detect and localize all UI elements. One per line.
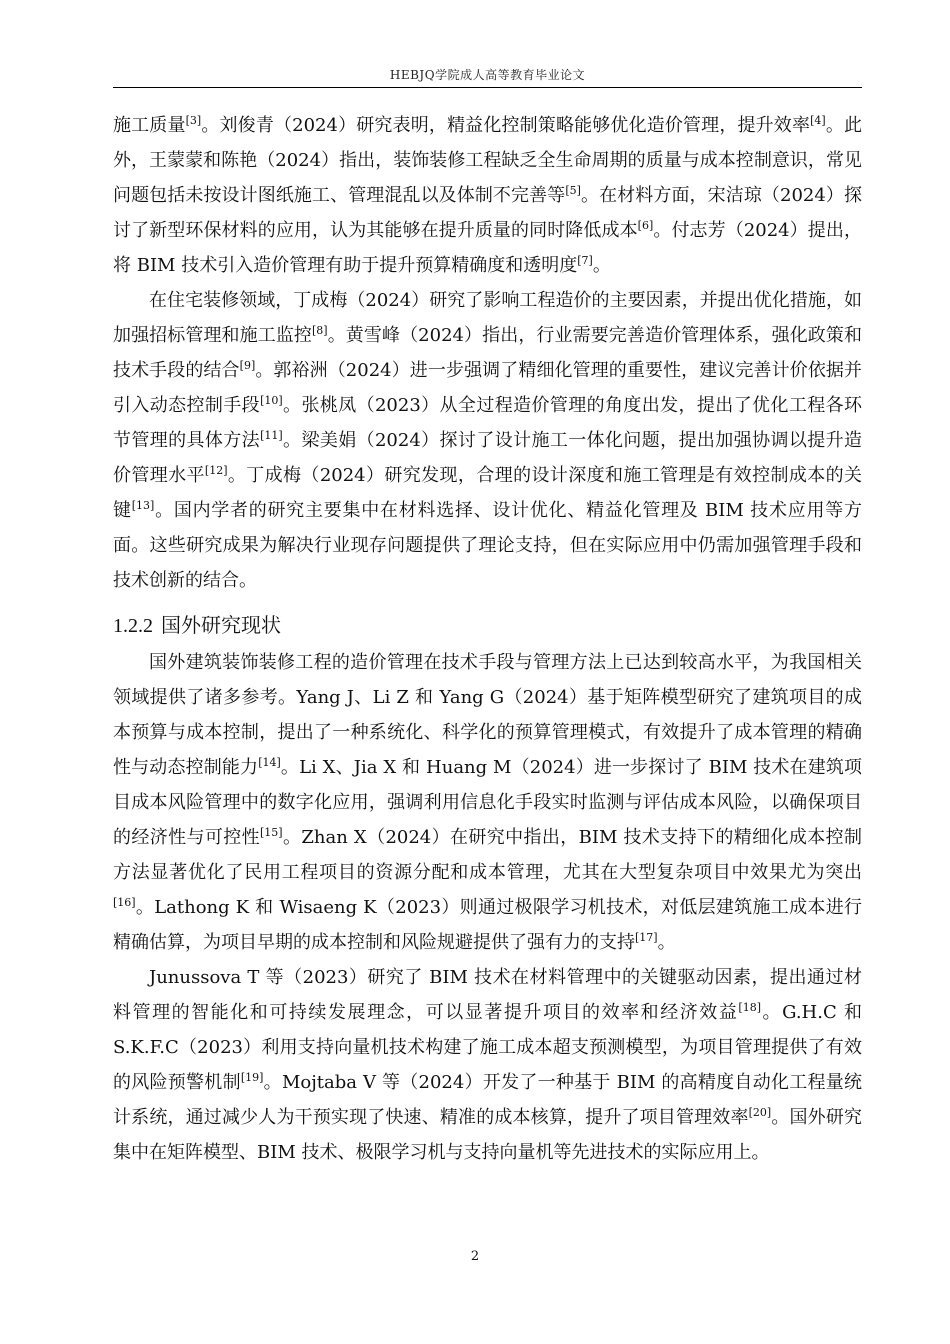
paragraph-foreign-2 (113, 960, 862, 1170)
paragraph-text: 。在材料方面，宋洁琼（2024）探讨了新型环保材料的应用，认为其能够在提升质量的同时降低成本 (113, 185, 863, 241)
paragraph-text: 。此外，王蒙蒙和陈艳（2024）指出，装饰装修工程缺乏全生命周期的质量与成本控制意识，常见问题包括未按设计图纸施工、管理混乱以及体制不完善等 (113, 115, 863, 206)
citation-ref: [3] (185, 114, 202, 127)
paragraph-text: 。国内学者的研究主要集中在材料选择、设计优化、精益化管理及 BIM 技术应用等方面。这些研究成果为解决行业现存问题提供了理论支持，但在实际应用中仍需加强管理手段和技术创新的结合。 (113, 500, 862, 591)
paragraph-text: 。郭裕洲（2024）进一步强调了精细化管理的重要性，建议完善计价依据并引入动态控制手段 (113, 360, 863, 416)
citation-ref: [4] (810, 114, 826, 127)
citation-ref: [14] (258, 756, 281, 769)
paragraph-foreign-1 (113, 645, 862, 960)
paragraph-text: 。国外研究集中在矩阵模型、BIM 技术、极限学习机与支持向量机等先进技术的实际应用上。 (113, 1107, 863, 1163)
page-header: HEBJQ学院成人高等教育毕业论文 (389, 68, 586, 82)
paragraph-text: 。G.H.C 和 S.K.F.C（2023）利用支持向量机技术构建了施工成本超支预测模型，为项目管理提供了有效的风险预警机制 (113, 1002, 863, 1093)
citation-ref: [16] (113, 896, 136, 909)
citation-ref: [8] (312, 324, 328, 337)
citation-ref: [20] (748, 1106, 772, 1119)
paragraph-domestic-2 (113, 283, 862, 598)
paragraph-text: 。黄雪峰（2024）指出，行业需要完善造价管理体系，强化政策和技术手段的结合 (113, 325, 862, 381)
citation-ref: [18] (738, 1001, 761, 1014)
paragraph-domestic-1 (113, 108, 862, 283)
section-number: 1.2.2 (113, 615, 153, 637)
header-rule (113, 87, 862, 88)
paragraph-text: 。 (592, 255, 611, 276)
paragraph-text: 。付志芳（2024）提出，将 BIM 技术引入造价管理有助于提升预算精确度和透明度 (113, 220, 862, 276)
citation-ref: [11] (260, 429, 283, 442)
paragraph-text: 施工质量 (113, 115, 186, 136)
paragraph-text: 。Zhan X（2024）在研究中指出，BIM 技术支持下的精细化成本控制方法显著优化了民用工程项目的资源分配和成本管理，尤其在大型复杂项目中效果尤为突出 (113, 827, 863, 883)
citation-ref: [17] (635, 931, 658, 944)
paragraph-text: 。 (657, 932, 676, 953)
paragraph-text: Junussova T 等（2023）研究了 BIM 技术在材料管理中的关键驱动因素，提出通过材料管理的智能化和可持续发展理念，可以显著提升项目的效率和经济效益 (113, 967, 862, 1023)
citation-ref: [15] (260, 826, 283, 839)
section-heading (113, 606, 862, 645)
paragraph-text: 在住宅装修领域，丁成梅（2024）研究了影响工程造价的主要因素，并提出优化措施，如加强招标管理和施工监控 (113, 290, 862, 346)
citation-ref: [19] (240, 1071, 264, 1084)
paragraph-text: 。张桃凤（2023）从全过程造价管理的角度出发，提出了优化工程各环节管理的具体方法 (113, 395, 862, 451)
citation-ref: [9] (239, 359, 256, 372)
paragraph-text: 。丁成梅（2024）研究发现，合理的设计深度和施工管理是有效控制成本的关键 (113, 465, 862, 521)
paragraph-text: 。刘俊青（2024）研究表明，精益化控制策略能够优化造价管理，提升效率 (201, 115, 811, 136)
paragraph-text: 。Li X、Jia X 和 Huang M（2024）进一步探讨了 BIM 技术在建筑项目成本风险管理中的数字化应用，强调利用信息化手段实时监测与评估成本风险，以确保项目的经济性与可控性 (113, 757, 862, 848)
section-title: 国外研究现状 (161, 613, 281, 637)
citation-ref: [7] (577, 254, 593, 267)
citation-ref: [10] (260, 394, 283, 407)
paragraph-text: 。Lathong K 和 Wisaeng K（2023）则通过极限学习机技术，对低层建筑施工成本进行精确估算，为项目早期的成本控制和风险规避提供了强有力的支持 (113, 897, 862, 953)
page-number: 2 (470, 1249, 480, 1264)
paragraph-text: 。梁美娟（2024）探讨了设计施工一体化问题，提出加强协调以提升造价管理水平 (113, 430, 862, 486)
citation-ref: [6] (637, 219, 654, 232)
citation-ref: [5] (565, 184, 581, 197)
citation-ref: [12] (204, 464, 228, 477)
page-body (113, 108, 862, 1170)
paragraph-text: 国外建筑装饰装修工程的造价管理在技术手段与管理方法上已达到较高水平，为我国相关领域提供了诸多参考。Yang J、Li Z 和 Yang G（2024）基于矩阵模型研究了建筑项目的成本预算与成本控制，提出了一种系统化、科学化的预算管理模式，有效提升了成本管理的精确性与动态控制能力 (113, 652, 862, 778)
paragraph-text: 。Mojtaba V 等（2024）开发了一种基于 BIM 的高精度自动化工程量统计系统，通过减少人为干预实现了快速、精准的成本核算，提升了项目管理效率 (113, 1072, 862, 1128)
citation-ref: [13] (131, 499, 155, 512)
